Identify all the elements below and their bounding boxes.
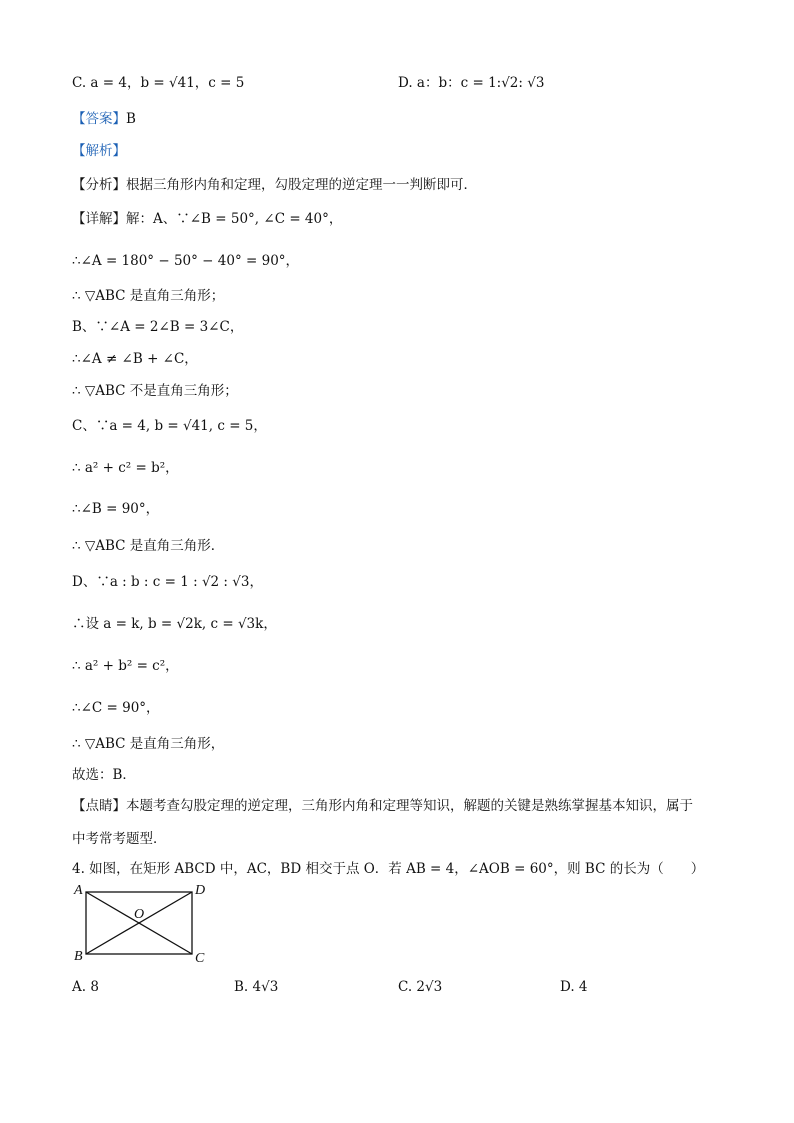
analysis-line [72, 142, 126, 160]
solution-line: ∴∠B = 90°， [72, 501, 160, 517]
solution-line: ∴∠C = 90°， [72, 700, 160, 716]
dianjing-line [72, 797, 693, 815]
option-a[interactable]: A. 8 [72, 979, 99, 995]
answer-line [72, 110, 136, 128]
option-b[interactable]: B. 4√3 [234, 979, 279, 995]
dianjing-tag: 【点睛】 [72, 798, 126, 814]
analysis-tag: 【解析】 [72, 143, 126, 159]
dianjing-line-2: 中考常考题型． [72, 831, 167, 847]
solution-line: D、∵a : b : c = 1 : √2 : √3， [72, 574, 263, 590]
vertex-label-c: C [195, 951, 205, 966]
vertex-label-b: B [74, 949, 83, 964]
rectangle-diagram [68, 880, 218, 968]
solution-line: ∴∠A = 180° − 50° − 40° = 90°， [72, 253, 300, 269]
detail-text: 解：A、∵∠B = 50°, ∠C = 40°， [126, 211, 343, 227]
fenxi-tag: 【分析】 [72, 177, 126, 193]
question-4-stem: 4. 如图，在矩形 ABCD 中，AC，BD 相交于点 O．若 AB = 4，∠AOB = 60°，则 BC 的长为（ ） [72, 861, 705, 877]
option-d-prev: D. a：b：c = 1:√2: √3 [398, 75, 545, 91]
solution-line: ∴ ▽ABC 是直角三角形． [72, 538, 225, 554]
option-d[interactable]: D. 4 [560, 979, 588, 995]
vertex-label-a: A [74, 883, 83, 898]
solution-line: B、∵∠A = 2∠B = 3∠C， [72, 319, 244, 335]
solution-line: ∴设 a = k, b = √2k, c = √3k， [72, 616, 277, 632]
solution-line: ∴ a² + c² = b²， [72, 460, 179, 476]
option-c[interactable]: C. 2√3 [398, 979, 443, 995]
choice-line: 故选：B． [72, 767, 136, 783]
solution-line: C、∵a = 4, b = √41, c = 5， [72, 418, 267, 434]
fenxi-text: 根据三角形内角和定理，勾股定理的逆定理一一判断即可． [126, 177, 477, 193]
solution-line: ∴∠A ≠ ∠B + ∠C， [72, 351, 198, 367]
solution-line: ∴ ▽ABC 是直角三角形， [72, 736, 225, 752]
detail-line [72, 210, 342, 228]
answer-value: B [126, 111, 136, 127]
center-label-o: O [134, 907, 145, 922]
answer-tag: 【答案】 [72, 111, 126, 127]
fenxi-line [72, 176, 477, 194]
vertex-label-d: D [195, 883, 206, 898]
option-c-prev: C. a = 4，b = √41，c = 5 [72, 75, 245, 91]
dianjing-text: 本题考查勾股定理的逆定理，三角形内角和定理等知识，解题的关键是熟练掌握基本知识，属于 [126, 798, 693, 814]
solution-line: ∴ ▽ABC 是直角三角形； [72, 288, 225, 304]
solution-line: ∴ ▽ABC 不是直角三角形； [72, 383, 238, 399]
solution-line: ∴ a² + b² = c²， [72, 658, 179, 674]
detail-tag: 【详解】 [72, 211, 126, 227]
